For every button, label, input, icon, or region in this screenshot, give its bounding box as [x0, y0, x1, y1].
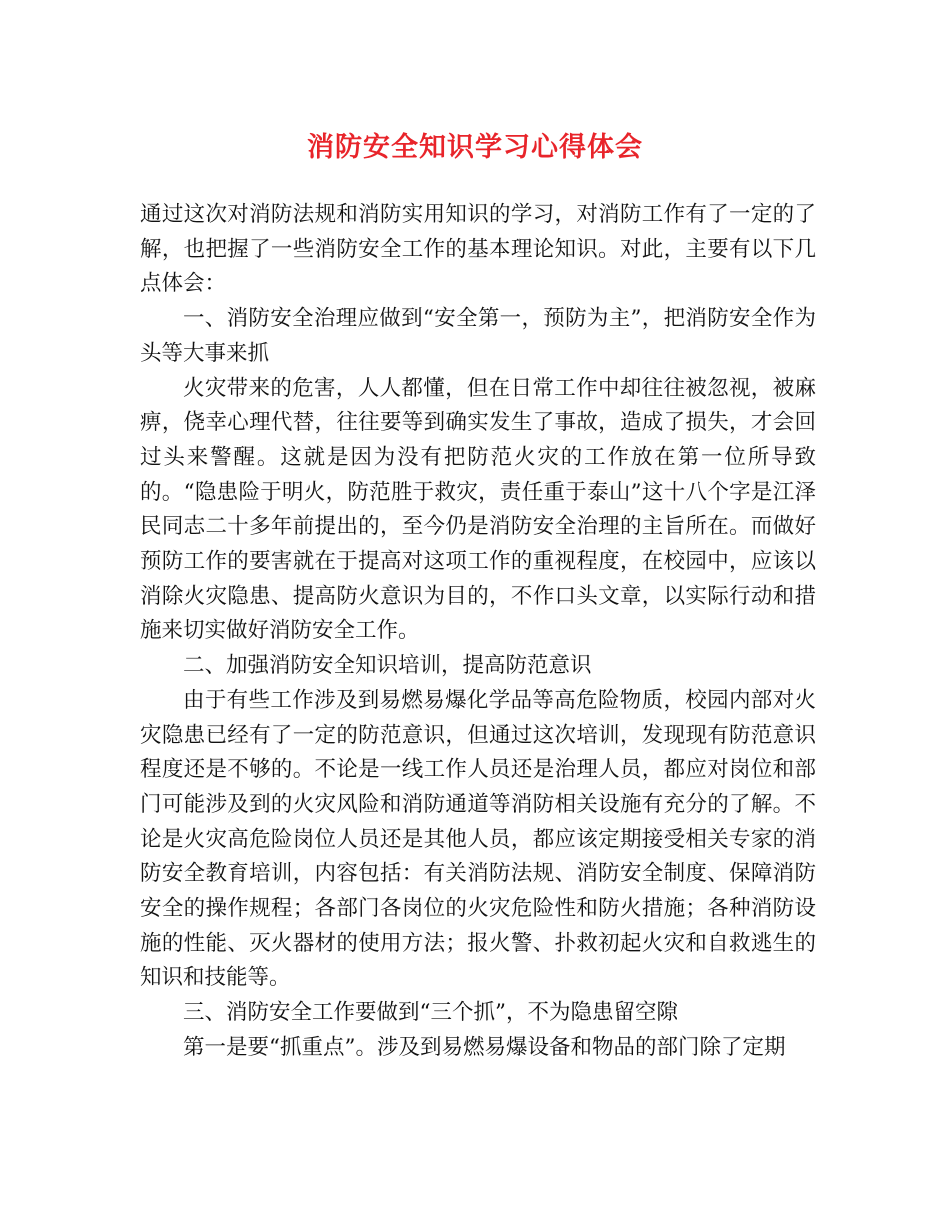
paragraph: 火灾带来的危害，人人都懂，但在日常工作中却往往被忽视，被麻痹，侥幸心理代替，往往要等到确实发生了事故，造成了损失，才会回过头来警醒。这就是因为没有把防范火灾的工作放在第一位所导致的。“隐患险于明火，防范胜于救灾，责任重于泰山”这十八个字是江泽民同志二十多年前提出的，至今仍是消防安全治理的主旨所在。而做好预防工作的要害就在于提高对这项工作的重视程度，在校园中，应该以消除火灾隐患、提高防火意识为目的，不作口头文章，以实际行动和措施来切实做好消防安全工作。	[140, 375, 816, 644]
paragraph: 第一是要“抓重点”。涉及到易燃易爆设备和物品的部门除了定期	[183, 1034, 786, 1060]
paragraph: 二、加强消防安全知识培训，提高防范意识	[183, 653, 592, 679]
document-title: 消防安全知识学习心得体会	[307, 132, 643, 163]
paragraph: 一、消防安全治理应做到“安全第一，预防为主”，把消防安全作为头等大事来抓	[140, 306, 816, 366]
document-body	[140, 198, 816, 1066]
paragraph: 三、消防安全工作要做到“三个抓”，不为隐患留空隙	[183, 1000, 678, 1026]
paragraph: 由于有些工作涉及到易燃易爆化学品等高危险物质，校园内部对火灾隐患已经有了一定的防范意识，但通过这次培训，发现现有防范意识程度还是不够的。不论是一线工作人员还是治理人员，都应对岗位和部门可能涉及到的火灾风险和消防通道等消防相关设施有充分的了解。不论是火灾高危险岗位人员还是其他人员，都应该定期接受相关专家的消防安全教育培训，内容包括：有关消防法规、消防安全制度、保障消防安全的操作规程；各部门各岗位的火灾危险性和防火措施；各种消防设施的性能、灭火器材的使用方法；报火警、扑救初起火灾和自救逃生的知识和技能等。	[140, 687, 816, 991]
paragraph: 通过这次对消防法规和消防实用知识的学习，对消防工作有了一定的了解，也把握了一些消防安全工作的基本理论知识。对此，主要有以下几点体会：	[140, 202, 816, 297]
